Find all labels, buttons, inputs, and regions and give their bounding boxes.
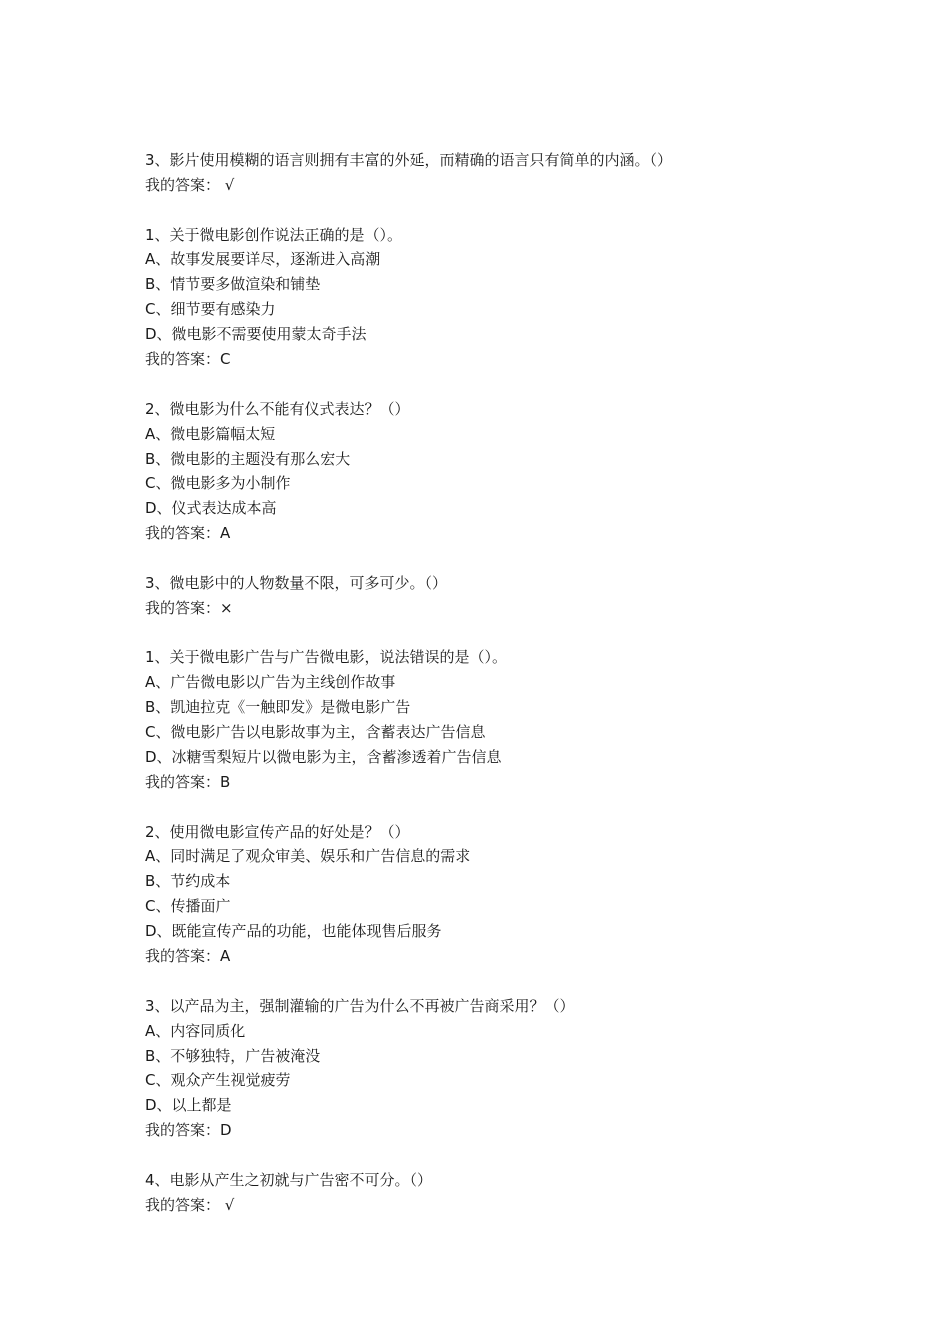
option-a: A、广告微电影以广告为主线创作故事	[145, 673, 396, 692]
option-c: C、细节要有感染力	[145, 300, 276, 319]
question-text: 3、影片使用模糊的语言则拥有丰富的外延，而精确的语言只有简单的内涵。（）	[145, 151, 673, 169]
option-b: B、节约成本	[145, 872, 231, 891]
answer-text: 我的答案：D	[145, 1121, 232, 1140]
option-d: D、既能宣传产品的功能，也能体现售后服务	[145, 922, 442, 941]
question-block	[145, 994, 905, 1143]
option-c: C、观众产生视觉疲劳	[145, 1071, 291, 1090]
option-d: D、以上都是	[145, 1096, 232, 1115]
question-text: 1、关于微电影创作说法正确的是（）。	[145, 225, 403, 244]
option-a: A、内容同质化	[145, 1021, 246, 1040]
answer-text: 我的答案： √	[145, 175, 235, 194]
question-block	[145, 1168, 905, 1218]
question-block	[145, 645, 905, 794]
answer-text: 我的答案：×	[145, 598, 233, 617]
answer-text: 我的答案：A	[145, 524, 231, 543]
question-text: 3、微电影中的人物数量不限，可多可少。（）	[145, 573, 448, 592]
question-text: 2、使用微电影宣传产品的好处是？（）	[145, 822, 410, 841]
answer-text: 我的答案：C	[145, 350, 231, 369]
question-text: 4、电影从产生之初就与广告密不可分。（）	[145, 1170, 433, 1189]
answer-text: 我的答案： √	[145, 1195, 235, 1214]
question-block	[145, 397, 905, 546]
answer-text: 我的答案：B	[145, 772, 231, 791]
option-c: C、微电影多为小制作	[145, 474, 291, 493]
document-page	[145, 148, 905, 1242]
option-a: A、同时满足了观众审美、娱乐和广告信息的需求	[145, 847, 471, 866]
question-block	[145, 571, 905, 621]
option-b: B、微电影的主题没有那么宏大	[145, 449, 351, 468]
question-text: 2、微电影为什么不能有仪式表达？（）	[145, 399, 410, 418]
option-d: D、冰糖雪梨短片以微电影为主，含蓄渗透着广告信息	[145, 748, 502, 766]
question-text: 3、以产品为主，强制灌输的广告为什么不再被广告商采用？（）	[145, 996, 575, 1015]
option-b: B、凯迪拉克《一触即发》是微电影广告	[145, 698, 411, 717]
option-d: D、仪式表达成本高	[145, 499, 277, 518]
option-a: A、微电影篇幅太短	[145, 424, 276, 443]
question-text: 1、关于微电影广告与广告微电影，说法错误的是（）。	[145, 648, 508, 667]
option-b: B、不够独特，广告被淹没	[145, 1046, 321, 1065]
question-block	[145, 223, 905, 372]
option-d: D、微电影不需要使用蒙太奇手法	[145, 325, 367, 344]
option-c: C、传播面广	[145, 897, 231, 916]
question-block	[145, 820, 905, 969]
question-block	[145, 148, 905, 198]
option-b: B、情节要多做渲染和铺垫	[145, 275, 321, 294]
answer-text: 我的答案：A	[145, 947, 231, 966]
option-a: A、故事发展要详尽，逐渐进入高潮	[145, 250, 381, 269]
option-c: C、微电影广告以电影故事为主，含蓄表达广告信息	[145, 723, 486, 742]
